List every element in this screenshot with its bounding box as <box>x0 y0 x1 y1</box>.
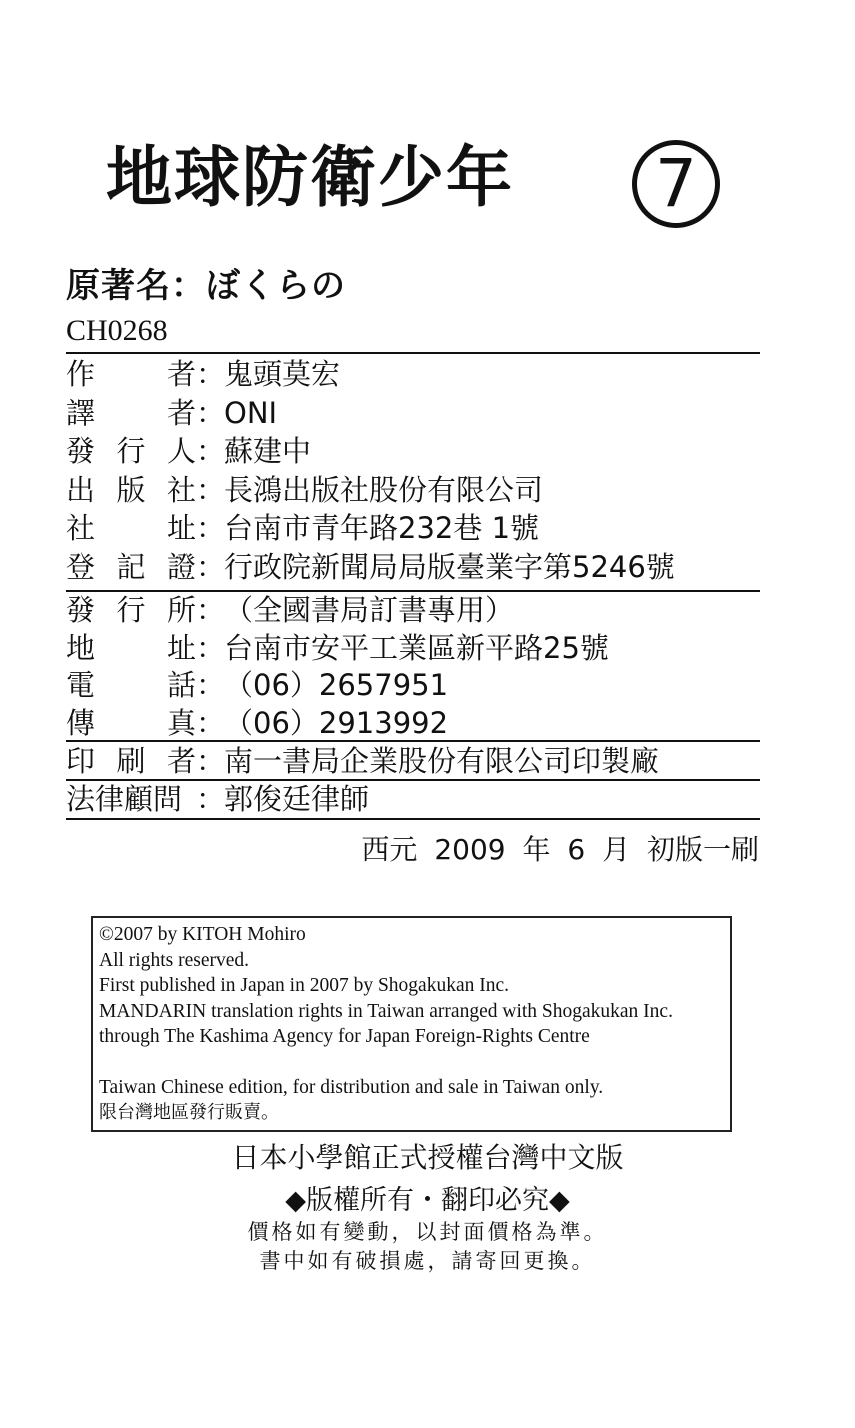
divider <box>66 818 760 820</box>
copyright-box <box>91 916 732 1132</box>
volume-number-badge: 7 <box>632 140 720 228</box>
colon: ： <box>196 705 226 740</box>
copyright-line: ©2007 by KITOH Mohiro <box>99 924 306 945</box>
colon: ： <box>196 782 226 816</box>
colon: ： <box>196 549 226 584</box>
copyright-line: MANDARIN translation rights in Taiwan arranged with Shogakukan Inc. <box>99 1000 673 1022</box>
credit-label: 作 者 <box>66 357 196 391</box>
credit-row <box>66 705 448 741</box>
credit-value: 行政院新聞局局版臺業字第5246號 <box>224 549 675 584</box>
credit-row <box>66 743 659 779</box>
credit-row <box>66 630 609 666</box>
credit-value: 郭俊廷律師 <box>224 782 370 816</box>
distribution-note-en: Taiwan Chinese edition, for distribution and sale in Taiwan only. <box>99 1076 604 1098</box>
colon: ： <box>196 357 226 391</box>
distribution-note-zh: 限台灣地區發行販賣。 <box>99 1102 279 1123</box>
credit-label: 印 刷 者 <box>66 744 196 778</box>
credit-label: 傳 真 <box>66 705 196 740</box>
credit-row <box>66 472 543 508</box>
copyright-line: First published in Japan in 2007 by Shogakukan Inc. <box>99 975 510 996</box>
colon: ： <box>196 593 226 627</box>
credit-value: 南一書局企業股份有限公司印製廠 <box>224 744 660 778</box>
catalog-code: CH0268 <box>66 314 168 347</box>
colon: ： <box>196 472 226 507</box>
credit-row <box>66 433 311 469</box>
credit-label: 地 址 <box>66 630 196 665</box>
divider <box>66 740 760 742</box>
credit-value: ONI <box>224 395 278 430</box>
colon: ： <box>196 668 226 702</box>
colon: ： <box>196 511 226 545</box>
price-note: 價格如有變動，以封面價格為準。 <box>247 1220 608 1244</box>
copyright-line: All rights reserved. <box>99 949 250 971</box>
credit-label: 發 行 人 <box>66 434 196 468</box>
credit-label: 電 話 <box>66 668 196 702</box>
colon: ： <box>196 434 226 468</box>
book-title: 地球防衛少年 <box>106 139 514 216</box>
credit-label: 登 記 證 <box>66 549 196 584</box>
copyright-line: through The Kashima Agency for Japan Foreign-Rights Centre <box>99 1026 590 1047</box>
credit-row <box>66 395 277 431</box>
colon: ： <box>196 395 226 430</box>
credit-value: （06）2913992 <box>224 705 449 740</box>
credit-label: 社 址 <box>66 511 196 545</box>
authorized-edition-note: 日本小學館正式授權台灣中文版 <box>231 1141 624 1174</box>
credit-label: 出 版 社 <box>66 472 196 507</box>
credit-value: 鬼頭莫宏 <box>224 357 341 391</box>
credit-row <box>66 667 448 703</box>
credit-label: 譯 者 <box>66 395 196 430</box>
credit-row <box>66 356 340 392</box>
credit-value: （全國書局訂書專用） <box>224 593 515 627</box>
credit-value: （06）2657951 <box>224 668 449 702</box>
divider <box>66 352 760 354</box>
credit-row <box>66 781 369 817</box>
credit-row <box>66 549 675 585</box>
credit-value: 蘇建中 <box>224 434 312 468</box>
colon: ： <box>196 744 226 778</box>
rights-reserved-note: ◆版權所有・翻印必究◆ <box>285 1185 570 1216</box>
credit-label: 法律顧問 <box>66 782 183 816</box>
damage-note: 書中如有破損處，請寄回更換。 <box>259 1249 596 1273</box>
original-title: 原著名：ぼくらの <box>66 266 346 306</box>
credit-label: 發 行 所 <box>66 593 196 627</box>
colon: ： <box>196 630 226 665</box>
edition-date: 西元 2009 年 6 月 初版一刷 <box>361 833 759 866</box>
credit-row <box>66 592 514 628</box>
credit-value: 台南市安平工業區新平路25號 <box>224 630 609 665</box>
credit-value: 長鴻出版社股份有限公司 <box>224 472 544 507</box>
credit-row <box>66 510 539 546</box>
credit-value: 台南市青年路232巷 1號 <box>224 511 540 545</box>
